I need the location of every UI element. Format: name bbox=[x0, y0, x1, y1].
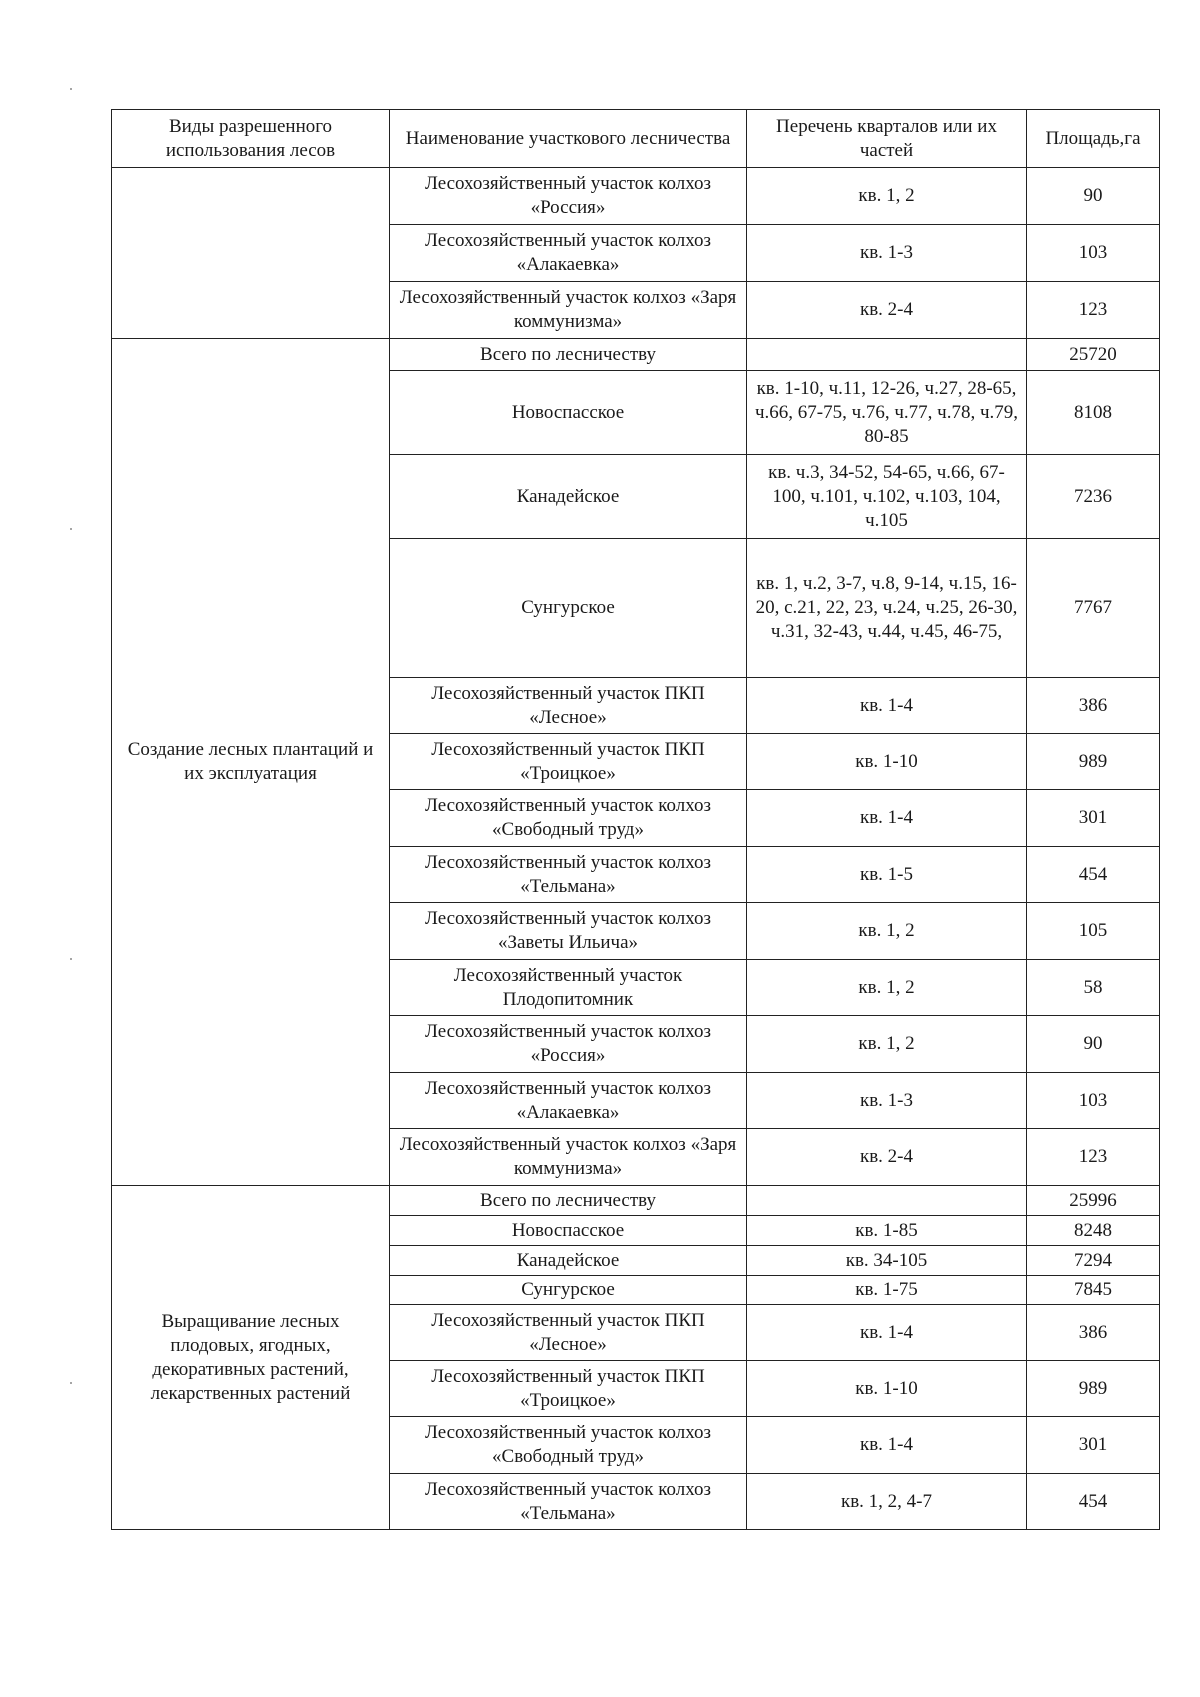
forestry-name: Сунгурское bbox=[390, 1276, 747, 1305]
quarters: кв. 1-4 bbox=[747, 1305, 1027, 1361]
header-forestry-name: Наименование участкового лесничества bbox=[390, 110, 747, 168]
quarters: кв. 1-10 bbox=[747, 734, 1027, 790]
forestry-name: Всего по лесничеству bbox=[390, 339, 747, 371]
forestry-name: Лесохозяйственный участок ПКП «Лесное» bbox=[390, 678, 747, 734]
forestry-name: Лесохозяйственный участок колхоз «Свободный труд» bbox=[390, 1417, 747, 1474]
area: 7236 bbox=[1027, 455, 1160, 539]
scan-speck bbox=[70, 88, 72, 90]
area: 123 bbox=[1027, 1129, 1160, 1186]
quarters: кв. 1, 2 bbox=[747, 1016, 1027, 1073]
quarters: кв. 2-4 bbox=[747, 1129, 1027, 1186]
quarters: кв. 1, 2, 4-7 bbox=[747, 1474, 1027, 1530]
quarters: кв. 1-4 bbox=[747, 1417, 1027, 1474]
quarters: кв. 1-4 bbox=[747, 790, 1027, 847]
area: 8248 bbox=[1027, 1216, 1160, 1246]
forestry-name: Лесохозяйственный участок колхоз «Россия» bbox=[390, 168, 747, 225]
quarters: кв. 1-75 bbox=[747, 1276, 1027, 1305]
table-row bbox=[112, 168, 1160, 225]
area: 8108 bbox=[1027, 371, 1160, 455]
forestry-name: Лесохозяйственный участок колхоз «Алакаевка» bbox=[390, 1073, 747, 1129]
quarters: кв. 1, 2 bbox=[747, 168, 1027, 225]
area: 25720 bbox=[1027, 339, 1160, 371]
table-body bbox=[112, 168, 1160, 1530]
forestry-name: Новоспасское bbox=[390, 1216, 747, 1246]
forestry-name: Лесохозяйственный участок колхоз «Заря коммунизма» bbox=[390, 1129, 747, 1186]
quarters: кв. 1-4 bbox=[747, 678, 1027, 734]
area: 386 bbox=[1027, 678, 1160, 734]
usage-cell: Выращивание лесных плодовых, ягодных, декоративных растений, лекарственных растений bbox=[112, 1186, 390, 1530]
table-row bbox=[112, 339, 1160, 371]
scan-speck bbox=[70, 958, 72, 960]
quarters: кв. 1, 2 bbox=[747, 960, 1027, 1016]
area: 103 bbox=[1027, 225, 1160, 282]
quarters bbox=[747, 339, 1027, 371]
area: 90 bbox=[1027, 168, 1160, 225]
quarters: кв. 1-10, ч.11, 12-26, ч.27, 28-65, ч.66, 67-75, ч.76, ч.77, ч.78, ч.79, 80-85 bbox=[747, 371, 1027, 455]
scan-speck bbox=[70, 1382, 72, 1384]
usage-cell-blank bbox=[112, 168, 390, 339]
usage-cell: Создание лесных плантаций и их эксплуатация bbox=[112, 339, 390, 1186]
area: 25996 bbox=[1027, 1186, 1160, 1216]
area: 386 bbox=[1027, 1305, 1160, 1361]
area: 7294 bbox=[1027, 1246, 1160, 1276]
area: 7767 bbox=[1027, 539, 1160, 678]
quarters: кв. 1, 2 bbox=[747, 903, 1027, 960]
forestry-name: Лесохозяйственный участок ПКП «Троицкое» bbox=[390, 734, 747, 790]
area: 454 bbox=[1027, 1474, 1160, 1530]
header-area: Площадь,га bbox=[1027, 110, 1160, 168]
forestry-name: Лесохозяйственный участок колхоз «Россия» bbox=[390, 1016, 747, 1073]
table-row bbox=[112, 1186, 1160, 1216]
area: 90 bbox=[1027, 1016, 1160, 1073]
forest-usage-table bbox=[111, 109, 1160, 1530]
area: 105 bbox=[1027, 903, 1160, 960]
header-row bbox=[112, 110, 1160, 168]
quarters: кв. 1-85 bbox=[747, 1216, 1027, 1246]
forestry-name: Новоспасское bbox=[390, 371, 747, 455]
area: 301 bbox=[1027, 790, 1160, 847]
forestry-name: Лесохозяйственный участок ПКП «Лесное» bbox=[390, 1305, 747, 1361]
quarters: кв. 1-3 bbox=[747, 1073, 1027, 1129]
area: 7845 bbox=[1027, 1276, 1160, 1305]
header-quarters: Перечень кварталов или их частей bbox=[747, 110, 1027, 168]
forestry-name: Сунгурское bbox=[390, 539, 747, 678]
quarters: кв. 34-105 bbox=[747, 1246, 1027, 1276]
forestry-name: Лесохозяйственный участок колхоз «Тельмана» bbox=[390, 1474, 747, 1530]
scan-speck bbox=[70, 528, 72, 530]
quarters bbox=[747, 1186, 1027, 1216]
forestry-name: Лесохозяйственный участок колхоз «Заря коммунизма» bbox=[390, 282, 747, 339]
area: 58 bbox=[1027, 960, 1160, 1016]
quarters: кв. 1-3 bbox=[747, 225, 1027, 282]
forestry-name: Канадейское bbox=[390, 1246, 747, 1276]
forestry-name: Лесохозяйственный участок колхоз «Алакаевка» bbox=[390, 225, 747, 282]
quarters: кв. ч.3, 34-52, 54-65, ч.66, 67-100, ч.101, ч.102, ч.103, 104, ч.105 bbox=[747, 455, 1027, 539]
area: 103 bbox=[1027, 1073, 1160, 1129]
forestry-name: Канадейское bbox=[390, 455, 747, 539]
area: 989 bbox=[1027, 734, 1160, 790]
quarters: кв. 1-10 bbox=[747, 1361, 1027, 1417]
quarters: кв. 1-5 bbox=[747, 847, 1027, 903]
area: 989 bbox=[1027, 1361, 1160, 1417]
quarters: кв. 2-4 bbox=[747, 282, 1027, 339]
forestry-name: Лесохозяйственный участок колхоз «Свободный труд» bbox=[390, 790, 747, 847]
forestry-name: Лесохозяйственный участок ПКП «Троицкое» bbox=[390, 1361, 747, 1417]
forestry-name: Всего по лесничеству bbox=[390, 1186, 747, 1216]
area: 301 bbox=[1027, 1417, 1160, 1474]
quarters: кв. 1, ч.2, 3-7, ч.8, 9-14, ч.15, 16-20, с.21, 22, 23, ч.24, ч.25, 26-30, ч.31, 32-43, ч.44, ч.45, 46-75, bbox=[747, 539, 1027, 678]
forestry-name: Лесохозяйственный участок колхоз «Тельмана» bbox=[390, 847, 747, 903]
forestry-name: Лесохозяйственный участок Плодопитомник bbox=[390, 960, 747, 1016]
header-usage: Виды разрешенного использования лесов bbox=[112, 110, 390, 168]
forestry-name: Лесохозяйственный участок колхоз «Заветы Ильича» bbox=[390, 903, 747, 960]
area: 123 bbox=[1027, 282, 1160, 339]
area: 454 bbox=[1027, 847, 1160, 903]
